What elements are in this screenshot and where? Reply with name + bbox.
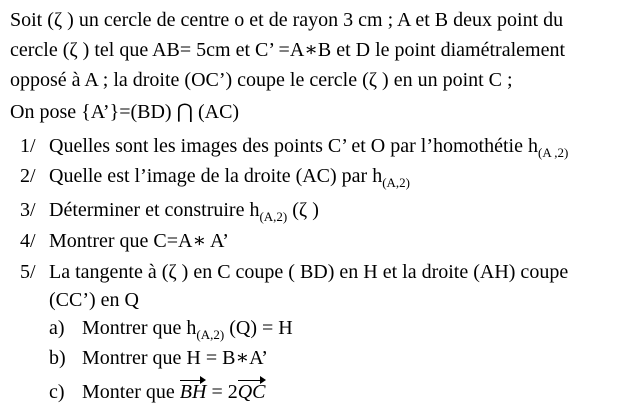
vector-bh: BH	[179, 381, 207, 403]
question-text: Quelles sont les images des points C’ et O par l’homothétie $h_{(A ,2)}$	[49, 135, 569, 160]
question-5-continuation: (CC’) en Q	[49, 289, 139, 311]
question-text: Montrer que C=A∗ A’	[49, 230, 229, 252]
intro-line-3: opposé à A ; la droite (OC’) coupe le cercle (ζ ) en un point C ;	[10, 69, 513, 91]
subquestion-label: c)	[49, 381, 65, 403]
question-text: Déterminer et construire $h_{(A,2)}$ (ζ )	[49, 199, 319, 224]
question-number: 3/	[20, 199, 36, 221]
intro-line-1: Soit (ζ ) un cercle de centre o et de rayon 3 cm ; A et B deux point du	[10, 9, 564, 31]
subquestion-label: b)	[49, 347, 66, 369]
vector-qc: QC	[237, 381, 266, 403]
subquestion-text: Montrer que $h_{(A,2)}$ (Q) = H	[82, 317, 293, 342]
subquestion-text: Montrer que H = B∗A’	[82, 347, 268, 369]
question-text: La tangente à (ζ ) en C coupe ( BD) en H et la droite (AH) coupe	[49, 261, 569, 283]
question-number: 2/	[20, 165, 36, 187]
subquestion-label: a)	[49, 317, 65, 339]
question-number: 1/	[20, 135, 36, 157]
intro-line-2: cercle (ζ ) tel que AB= 5cm et C’ =A∗B et D le point diamétralement	[10, 39, 565, 61]
subquestion-text: Monter que BH = 2QC	[82, 381, 266, 403]
intro-line-4: On pose {A’}=(BD) ⋂ (AC)	[10, 101, 240, 123]
question-number: 4/	[20, 230, 36, 252]
question-number: 5/	[20, 261, 36, 283]
question-text: Quelle est l’image de la droite (AC) par $h_{(A,2)}$	[49, 165, 411, 190]
